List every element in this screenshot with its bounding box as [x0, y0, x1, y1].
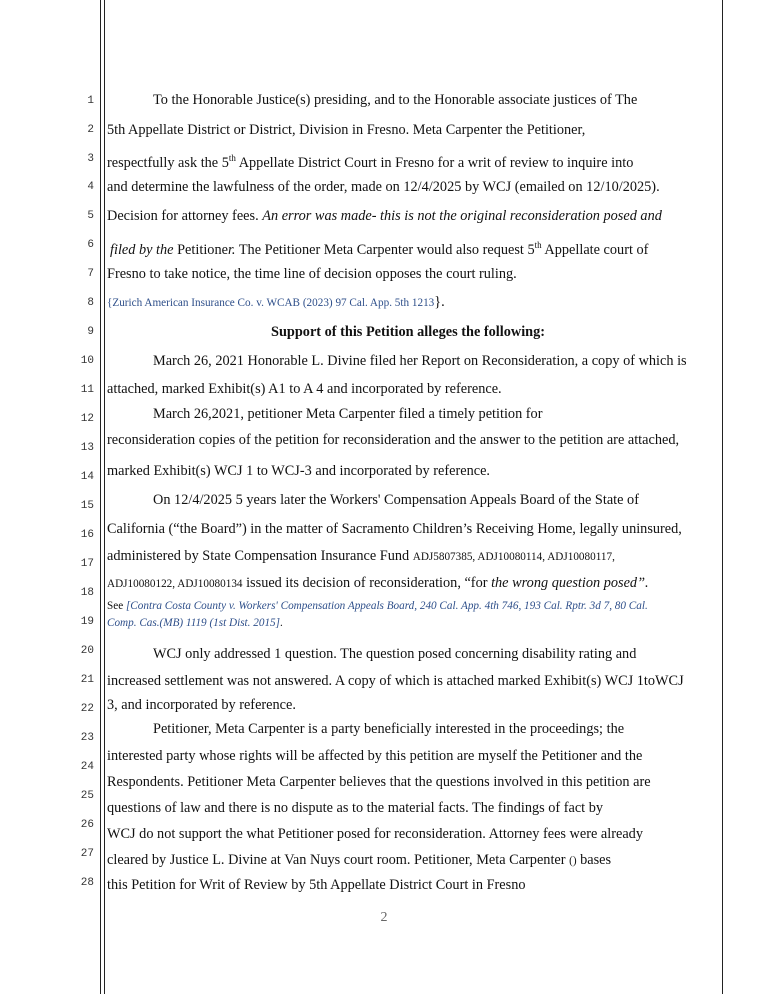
left-margin-rule-inner — [104, 0, 105, 994]
body-line: March 26,2021, petitioner Meta Carpenter filed a timely petition for — [153, 406, 543, 422]
body-line: California (“the Board”) in the matter of Sacramento Children’s Receiving Home, legally uninsured, — [107, 521, 682, 537]
line-number: 17 — [80, 558, 94, 570]
body-line — [110, 236, 648, 259]
citation-line — [107, 615, 283, 631]
line-number: 4 — [87, 181, 94, 193]
line-number: 3 — [87, 153, 94, 165]
body-line: March 26, 2021 Honorable L. Divine filed her Report on Reconsideration, a copy of which is — [153, 353, 687, 369]
text-run: respectfully ask the 5 — [107, 154, 229, 171]
case-citation: Comp. Cas.(MB) 1119 (1st Dist. 2015] — [107, 617, 280, 629]
line-number: 12 — [80, 413, 94, 425]
line-number: 22 — [80, 703, 94, 715]
left-margin-rule-outer — [100, 0, 101, 994]
section-heading: Support of this Petition alleges the following: — [271, 324, 546, 340]
line-number: 18 — [80, 587, 94, 599]
line-number: 7 — [87, 268, 94, 280]
line-number: 16 — [80, 529, 94, 541]
line-number: 24 — [80, 761, 94, 773]
text-run: Appellate District Court in Fresno for a writ of review to inquire into — [235, 154, 634, 171]
body-line — [107, 574, 649, 593]
body-line: interested party whose rights will be affected by this petition are myself the Petitioner and the — [107, 748, 643, 764]
body-line: To the Honorable Justice(s) presiding, and to the Honorable associate justices of The — [153, 92, 638, 108]
text-run: . — [280, 617, 283, 629]
body-line: 3, and incorporated by reference. — [107, 697, 296, 713]
body-line: On 12/4/2025 5 years later the Workers' Compensation Appeals Board of the State of — [153, 492, 639, 508]
line-number: 28 — [80, 877, 94, 889]
text-run: }. — [434, 294, 445, 310]
line-number: 2 — [87, 124, 94, 136]
body-line: this Petition for Writ of Review by 5th Appellate District Court in Fresno — [107, 877, 526, 893]
body-line — [107, 207, 662, 225]
page-number: 2 — [380, 910, 388, 925]
body-line: Fresno to take notice, the time line of decision opposes the court ruling. — [107, 266, 517, 282]
body-line — [107, 149, 633, 172]
body-line: WCJ do not support the what Petitioner posed for reconsideration. Attorney fees were already — [107, 826, 643, 842]
line-number: 8 — [87, 297, 94, 309]
body-line: increased settlement was not answered. A copy of which is attached marked Exhibit(s) WCJ 1toWCJ — [107, 673, 684, 689]
case-citation: [Contra Costa County v. Workers' Compensation Appeals Board, 240 Cal. App. 4th 746, 193 Cal. Rptr. 3d 7, 80 Cal. — [125, 600, 648, 612]
body-line: marked Exhibit(s) WCJ 1 to WCJ-3 and incorporated by reference. — [107, 463, 490, 479]
body-line: 5th Appellate District or District, Division in Fresno. Meta Carpenter the Petitioner, — [107, 122, 586, 138]
italic-run: filed by the — [110, 241, 174, 258]
line-number: 26 — [80, 819, 94, 831]
line-number: 20 — [80, 645, 94, 657]
line-number: 21 — [80, 674, 94, 686]
text-run: The Petitioner Meta Carpenter would also request 5 — [235, 241, 535, 258]
body-line: Respondents. Petitioner Meta Carpenter believes that the questions involved in this petition are — [107, 774, 651, 790]
line-number: 14 — [80, 471, 94, 483]
body-line: attached, marked Exhibit(s) A1 to A 4 and incorporated by reference. — [107, 381, 502, 397]
case-numbers: ADJ5807385, ADJ10080114, ADJ10080117, — [412, 551, 615, 563]
text-run: issued its decision of reconsideration, “for — [242, 575, 492, 591]
line-number: 23 — [80, 732, 94, 744]
line-number: 6 — [87, 239, 94, 251]
text-run: bases — [576, 852, 612, 868]
text-run: Petitione — [173, 241, 228, 258]
line-number: 9 — [87, 326, 94, 338]
line-number: 1 — [87, 95, 94, 107]
text-run: cleared by Justice L. Divine at Van Nuys court room. Petitioner, Meta Carpenter — [107, 852, 570, 868]
text-run: administered by State Compensation Insurance Fund — [107, 548, 413, 564]
superscript: th — [228, 153, 236, 163]
line-number: 15 — [80, 500, 94, 512]
text-run: () — [569, 855, 577, 867]
italic-run: r. — [227, 241, 236, 258]
line-number: 25 — [80, 790, 94, 802]
body-line: and determine the lawfulness of the order, made on 12/4/2025 by WCJ (emailed on 12/10/2025). — [107, 179, 660, 195]
line-number: 27 — [80, 848, 94, 860]
line-number: 11 — [80, 384, 94, 396]
body-line: questions of law and there is no dispute as to the material facts. The findings of fact by — [107, 800, 604, 816]
line-number: 10 — [80, 355, 94, 367]
line-number: 13 — [80, 442, 94, 454]
body-line: Petitioner, Meta Carpenter is a party beneficially interested in the proceedings; the — [153, 721, 625, 737]
citation-line — [107, 293, 445, 312]
body-line — [107, 851, 611, 870]
text-run: See — [107, 600, 126, 612]
body-line — [107, 547, 615, 566]
italic-run: the wrong question posed”. — [491, 575, 649, 591]
case-citation: {Zurich American Insurance Co. v. WCAB (2023) 97 Cal. App. 5th 1213 — [107, 297, 435, 309]
text-run: Appellate court of — [541, 241, 649, 258]
case-numbers: ADJ10080122, ADJ10080134 — [107, 578, 243, 590]
citation-line — [107, 598, 648, 614]
body-line: reconsideration copies of the petition for reconsideration and the answer to the petition are attached, — [107, 432, 680, 448]
line-number: 5 — [87, 210, 94, 222]
italic-run: An error was made- this is not the original reconsideration posed and — [262, 208, 662, 224]
right-margin-rule — [722, 0, 723, 994]
body-line: WCJ only addressed 1 question. The question posed concerning disability rating and — [153, 646, 637, 662]
line-number: 19 — [80, 616, 94, 628]
superscript: th — [534, 240, 542, 250]
text-run: Decision for attorney fees. — [107, 208, 263, 224]
